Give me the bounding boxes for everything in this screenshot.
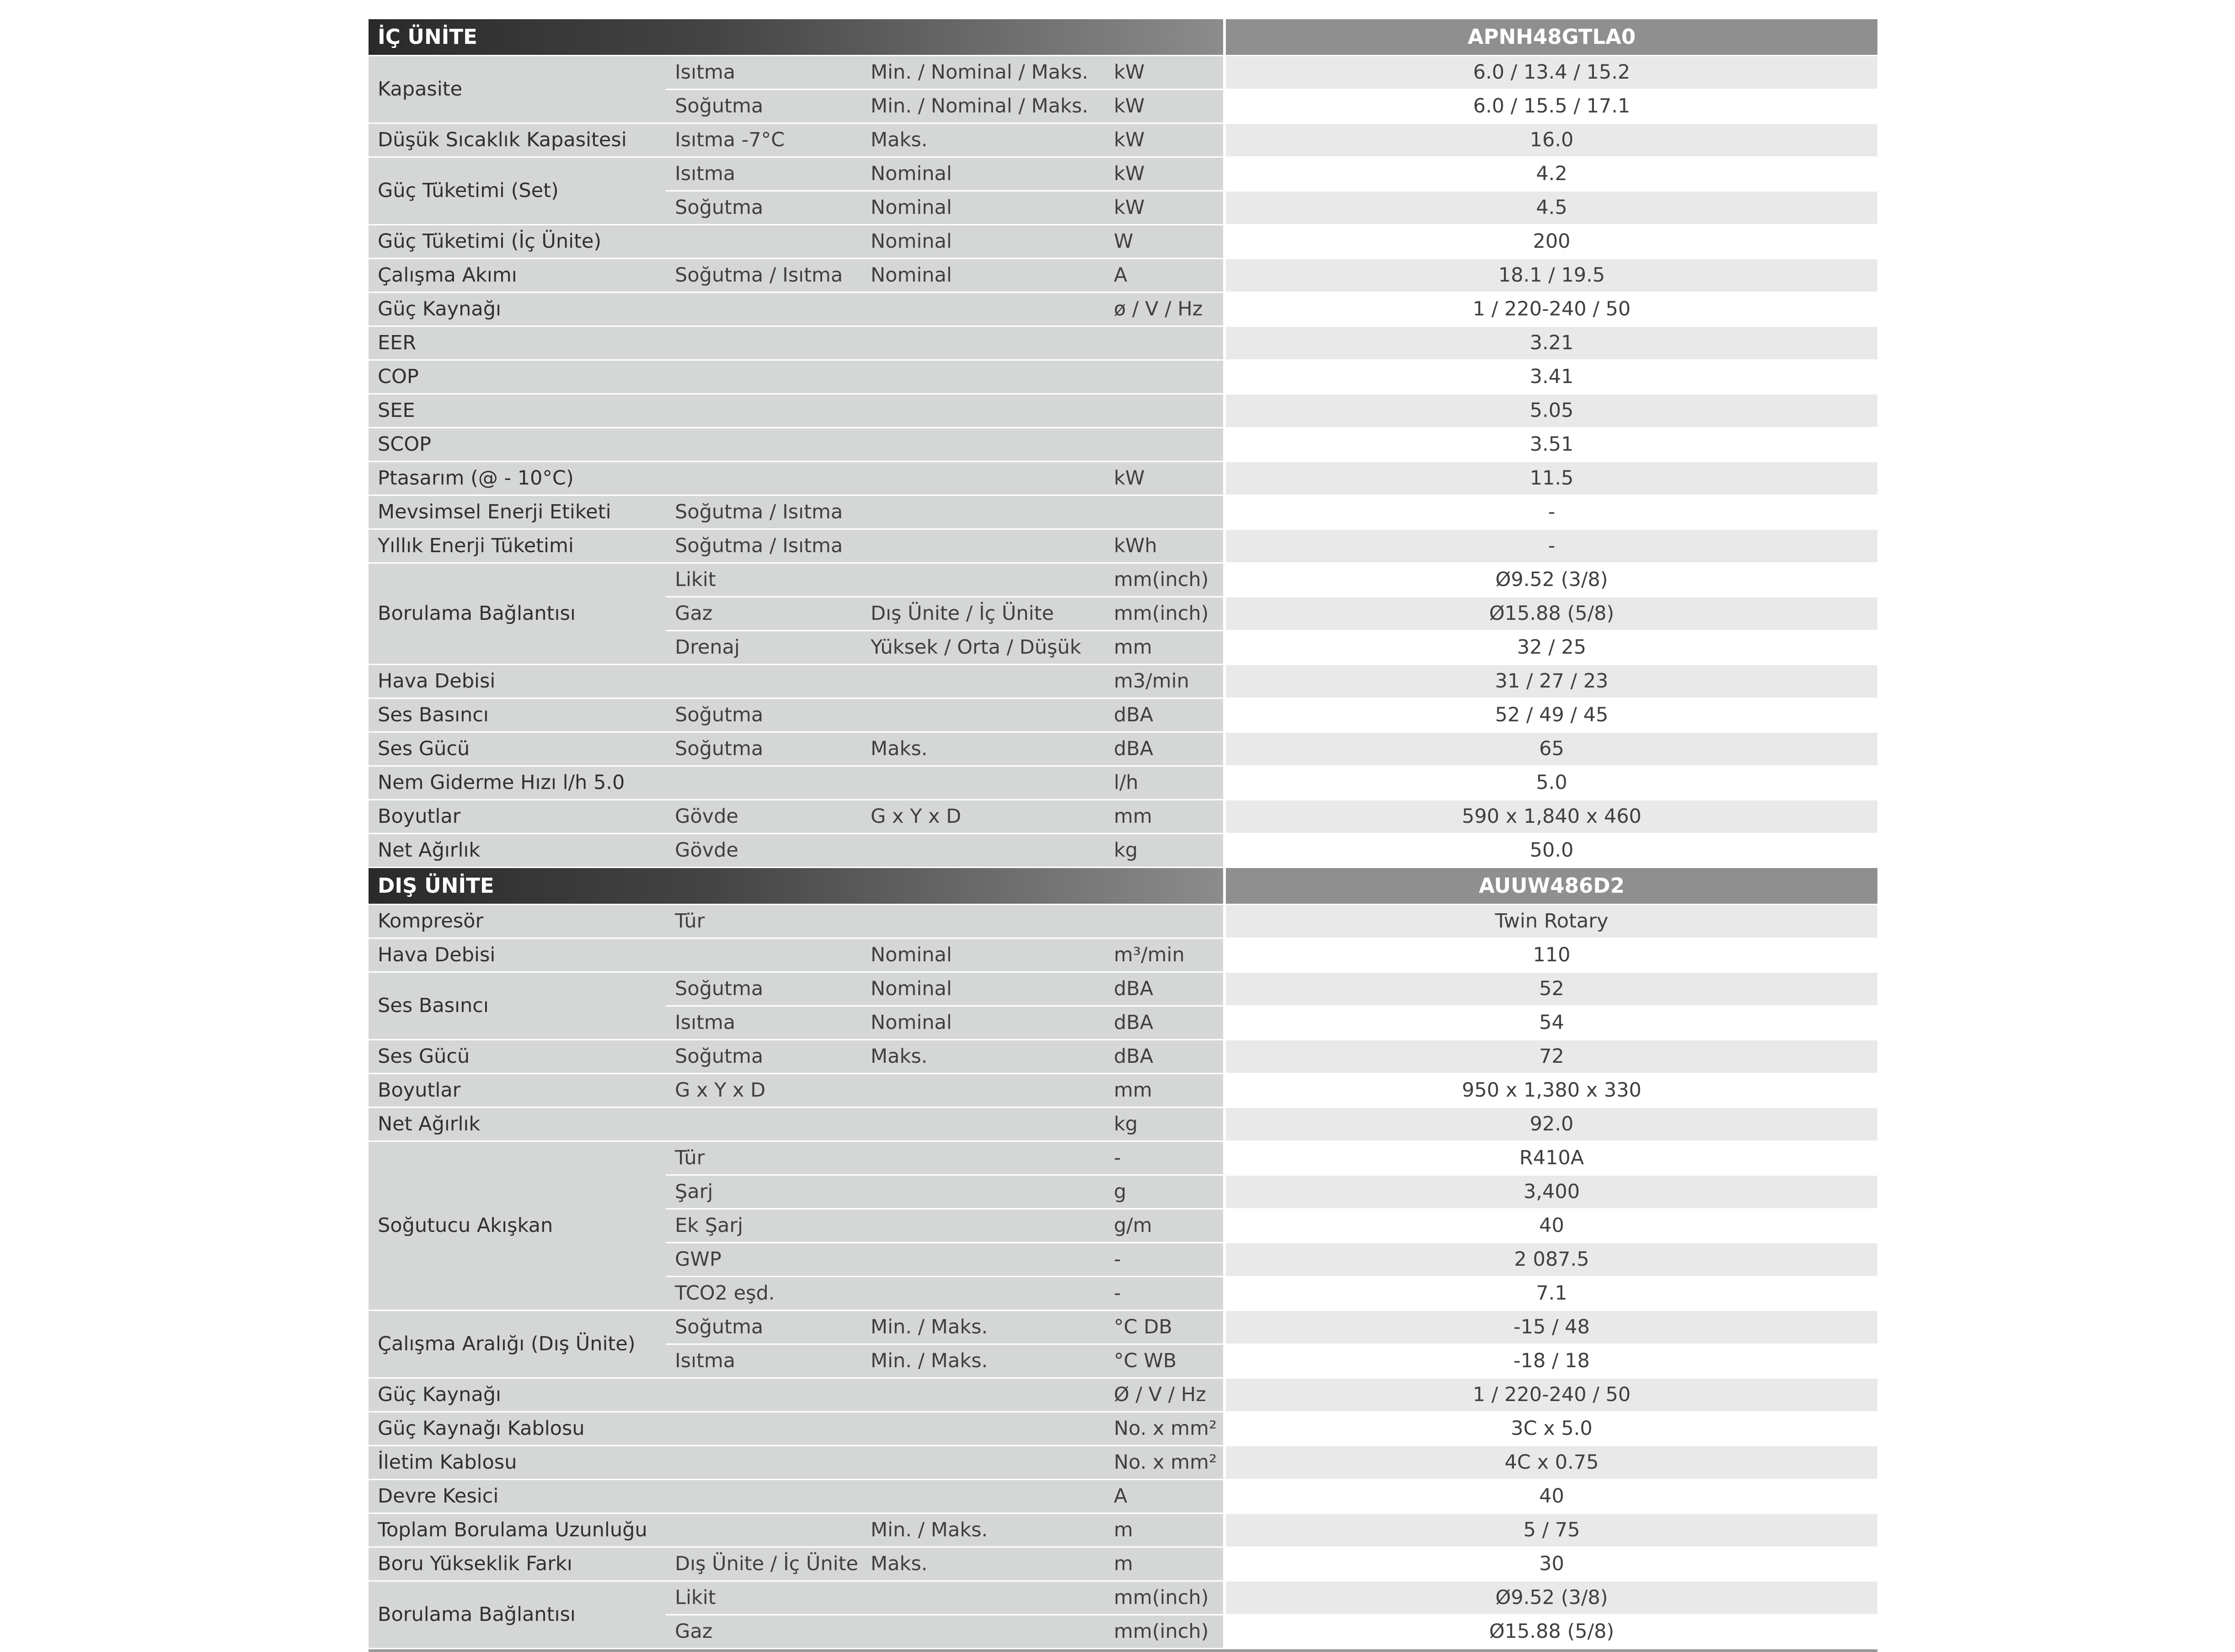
spec-unit: l/h (1105, 766, 1224, 800)
spec-row (369, 225, 1877, 259)
spec-unit: dBA (1105, 732, 1224, 766)
spec-condition: Nominal (861, 972, 1105, 1006)
spec-condition (861, 563, 1105, 597)
spec-unit: kW (1105, 191, 1224, 225)
spec-sub-label: Isıtma (666, 1006, 861, 1040)
spec-condition: Min. / Maks. (861, 1311, 1105, 1344)
spec-value: Ø15.88 (5/8) (1224, 597, 1877, 631)
spec-unit: mm (1105, 1074, 1224, 1108)
spec-value: -18 / 18 (1224, 1344, 1877, 1378)
spec-condition (861, 1074, 1105, 1108)
spec-row (369, 1311, 1877, 1344)
spec-sub-label: Soğutma / Isıtma (666, 496, 861, 529)
indoor-model-name: APNH48GTLA0 (1224, 19, 1877, 56)
spec-value: R410A (1224, 1141, 1877, 1175)
spec-sub-label (666, 665, 861, 698)
table-bottom-rule (369, 1649, 1877, 1652)
spec-unit: kW (1105, 90, 1224, 123)
spec-condition: Min. / Maks. (861, 1344, 1105, 1378)
indoor-section (369, 19, 1877, 868)
spec-label: EER (369, 326, 666, 360)
spec-row (369, 1378, 1877, 1412)
spec-row (369, 665, 1877, 698)
spec-row (369, 905, 1877, 938)
spec-unit: dBA (1105, 1040, 1224, 1074)
spec-value: 18.1 / 19.5 (1224, 259, 1877, 293)
spec-value: - (1224, 496, 1877, 529)
spec-sub-label: G x Y x D (666, 1074, 861, 1108)
spec-sub-label: Soğutma (666, 732, 861, 766)
spec-condition (861, 293, 1105, 326)
spec-value: 200 (1224, 225, 1877, 259)
spec-value: 950 x 1,380 x 330 (1224, 1074, 1877, 1108)
spec-value: 4.5 (1224, 191, 1877, 225)
spec-condition (861, 529, 1105, 563)
spec-row (369, 563, 1877, 597)
spec-sub-label (666, 938, 861, 972)
spec-sub-label: Ek Şarj (666, 1209, 861, 1243)
spec-label: Güç Kaynağı (369, 1378, 666, 1412)
spec-value: Ø9.52 (3/8) (1224, 1581, 1877, 1615)
spec-sub-label (666, 225, 861, 259)
spec-condition (861, 1277, 1105, 1311)
spec-label: Nem Giderme Hızı l/h 5.0 (369, 766, 666, 800)
spec-label: Net Ağırlık (369, 1108, 666, 1141)
spec-label: Boyutlar (369, 1074, 666, 1108)
spec-sub-label: Soğutma (666, 972, 861, 1006)
spec-unit: dBA (1105, 1006, 1224, 1040)
spec-unit: kW (1105, 123, 1224, 157)
spec-row (369, 428, 1877, 462)
spec-unit: m3/min (1105, 665, 1224, 698)
spec-label: Güç Tüketimi (İç Ünite) (369, 225, 666, 259)
spec-sub-label: Dış Ünite / İç Ünite (666, 1547, 861, 1581)
spec-condition: Maks. (861, 1040, 1105, 1074)
spec-condition (861, 496, 1105, 529)
spec-unit (1105, 360, 1224, 394)
spec-unit: Ø / V / Hz (1105, 1378, 1224, 1412)
spec-condition: Maks. (861, 123, 1105, 157)
spec-row (369, 1412, 1877, 1446)
spec-value: 92.0 (1224, 1108, 1877, 1141)
spec-table (369, 19, 1877, 1649)
spec-row (369, 732, 1877, 766)
spec-unit: A (1105, 1480, 1224, 1513)
spec-unit: kg (1105, 1108, 1224, 1141)
spec-row (369, 259, 1877, 293)
spec-unit: kW (1105, 157, 1224, 191)
spec-row (369, 766, 1877, 800)
spec-value: 5 / 75 (1224, 1513, 1877, 1547)
spec-row (369, 1108, 1877, 1141)
spec-label: Boru Yükseklik Farkı (369, 1547, 666, 1581)
spec-label: Güç Kaynağı (369, 293, 666, 326)
spec-label: Borulama Bağlantısı (369, 1581, 666, 1649)
spec-condition: Maks. (861, 1547, 1105, 1581)
spec-value: 5.05 (1224, 394, 1877, 428)
spec-label: Çalışma Akımı (369, 259, 666, 293)
spec-sub-label: Tür (666, 905, 861, 938)
spec-value: Ø15.88 (5/8) (1224, 1615, 1877, 1649)
spec-sub-label: Isıtma (666, 1344, 861, 1378)
spec-sub-label (666, 462, 861, 496)
spec-label: Kompresör (369, 905, 666, 938)
spec-label: Soğutucu Akışkan (369, 1141, 666, 1311)
spec-unit: mm(inch) (1105, 563, 1224, 597)
spec-value: 2 087.5 (1224, 1243, 1877, 1277)
spec-condition: Nominal (861, 938, 1105, 972)
spec-condition (861, 834, 1105, 868)
spec-value: 72 (1224, 1040, 1877, 1074)
spec-value: 1 / 220-240 / 50 (1224, 1378, 1877, 1412)
spec-unit (1105, 496, 1224, 529)
spec-value: 4.2 (1224, 157, 1877, 191)
spec-label: SEE (369, 394, 666, 428)
spec-unit: No. x mm² (1105, 1446, 1224, 1480)
spec-row (369, 326, 1877, 360)
spec-row (369, 1480, 1877, 1513)
spec-sub-label: GWP (666, 1243, 861, 1277)
spec-row (369, 1446, 1877, 1480)
spec-value: 3.41 (1224, 360, 1877, 394)
spec-condition: Nominal (861, 259, 1105, 293)
spec-value: -15 / 48 (1224, 1311, 1877, 1344)
spec-condition (861, 394, 1105, 428)
spec-sub-label: Gövde (666, 834, 861, 868)
spec-condition (861, 462, 1105, 496)
spec-label: Güç Tüketimi (Set) (369, 157, 666, 225)
outdoor-header-row (369, 868, 1877, 905)
spec-condition (861, 1581, 1105, 1615)
spec-sub-label: Likit (666, 563, 861, 597)
spec-label: Toplam Borulama Uzunluğu (369, 1513, 666, 1547)
spec-sub-label (666, 428, 861, 462)
spec-label: Güç Kaynağı Kablosu (369, 1412, 666, 1446)
spec-unit: kW (1105, 462, 1224, 496)
spec-condition (861, 1615, 1105, 1649)
spec-sub-label: Soğutma (666, 1311, 861, 1344)
spec-value: 31 / 27 / 23 (1224, 665, 1877, 698)
spec-label: Ses Basıncı (369, 972, 666, 1040)
spec-condition: G x Y x D (861, 800, 1105, 834)
spec-unit: A (1105, 259, 1224, 293)
spec-condition: Dış Ünite / İç Ünite (861, 597, 1105, 631)
spec-value: 52 / 49 / 45 (1224, 698, 1877, 732)
spec-unit: g/m (1105, 1209, 1224, 1243)
spec-sub-label: Soğutma / Isıtma (666, 259, 861, 293)
spec-sub-label (666, 293, 861, 326)
spec-value: 3,400 (1224, 1175, 1877, 1209)
spec-label: Hava Debisi (369, 665, 666, 698)
spec-row (369, 1074, 1877, 1108)
spec-condition (861, 1141, 1105, 1175)
spec-value: 40 (1224, 1480, 1877, 1513)
spec-label: Borulama Bağlantısı (369, 563, 666, 665)
spec-unit (1105, 326, 1224, 360)
outdoor-section-title: DIŞ ÜNİTE (369, 868, 1224, 905)
spec-row (369, 938, 1877, 972)
spec-unit: mm(inch) (1105, 597, 1224, 631)
spec-label: Hava Debisi (369, 938, 666, 972)
spec-unit: - (1105, 1141, 1224, 1175)
spec-sheet (369, 19, 1877, 1652)
spec-unit: g (1105, 1175, 1224, 1209)
spec-unit: dBA (1105, 972, 1224, 1006)
spec-condition (861, 1446, 1105, 1480)
spec-row (369, 1547, 1877, 1581)
spec-value: 4C x 0.75 (1224, 1446, 1877, 1480)
spec-unit: mm(inch) (1105, 1581, 1224, 1615)
spec-value: 32 / 25 (1224, 631, 1877, 665)
spec-value: 590 x 1,840 x 460 (1224, 800, 1877, 834)
spec-sub-label (666, 360, 861, 394)
spec-unit: mm (1105, 800, 1224, 834)
spec-condition: Min. / Nominal / Maks. (861, 90, 1105, 123)
spec-condition (861, 665, 1105, 698)
spec-label: Devre Kesici (369, 1480, 666, 1513)
spec-value: 1 / 220-240 / 50 (1224, 293, 1877, 326)
spec-row (369, 56, 1877, 90)
spec-row (369, 1513, 1877, 1547)
spec-unit: kW (1105, 56, 1224, 90)
spec-unit: - (1105, 1277, 1224, 1311)
spec-value: Ø9.52 (3/8) (1224, 563, 1877, 597)
spec-sub-label: Soğutma (666, 1040, 861, 1074)
spec-sub-label: Gaz (666, 1615, 861, 1649)
spec-condition (861, 1480, 1105, 1513)
spec-sub-label (666, 1480, 861, 1513)
spec-row (369, 462, 1877, 496)
spec-row (369, 293, 1877, 326)
spec-sub-label: Şarj (666, 1175, 861, 1209)
spec-label: Çalışma Aralığı (Dış Ünite) (369, 1311, 666, 1378)
spec-row (369, 360, 1877, 394)
spec-condition (861, 1412, 1105, 1446)
spec-row (369, 1040, 1877, 1074)
spec-unit: kWh (1105, 529, 1224, 563)
spec-row (369, 972, 1877, 1006)
spec-unit: - (1105, 1243, 1224, 1277)
spec-row (369, 394, 1877, 428)
outdoor-model-name: AUUW486D2 (1224, 868, 1877, 905)
spec-sub-label: Soğutma (666, 90, 861, 123)
spec-sub-label (666, 1108, 861, 1141)
spec-sub-label: Gövde (666, 800, 861, 834)
spec-label: Ptasarım (@ - 10°C) (369, 462, 666, 496)
spec-row (369, 834, 1877, 868)
spec-row (369, 496, 1877, 529)
spec-condition: Nominal (861, 225, 1105, 259)
spec-row (369, 123, 1877, 157)
spec-sub-label: Soğutma / Isıtma (666, 529, 861, 563)
spec-unit: mm (1105, 631, 1224, 665)
spec-label: Boyutlar (369, 800, 666, 834)
spec-sub-label (666, 1513, 861, 1547)
spec-value: 16.0 (1224, 123, 1877, 157)
spec-condition: Nominal (861, 157, 1105, 191)
spec-row (369, 1581, 1877, 1615)
spec-value: Twin Rotary (1224, 905, 1877, 938)
spec-value: 110 (1224, 938, 1877, 972)
spec-label: Yıllık Enerji Tüketimi (369, 529, 666, 563)
spec-sub-label: Gaz (666, 597, 861, 631)
spec-sub-label: Drenaj (666, 631, 861, 665)
spec-condition (861, 766, 1105, 800)
spec-value: 54 (1224, 1006, 1877, 1040)
indoor-header-row (369, 19, 1877, 56)
spec-unit: m³/min (1105, 938, 1224, 972)
spec-value: 5.0 (1224, 766, 1877, 800)
outdoor-section (369, 868, 1877, 1649)
spec-sub-label: Soğutma (666, 191, 861, 225)
indoor-section-title: İÇ ÜNİTE (369, 19, 1224, 56)
spec-unit: W (1105, 225, 1224, 259)
spec-condition: Nominal (861, 1006, 1105, 1040)
spec-condition: Yüksek / Orta / Düşük (861, 631, 1105, 665)
spec-sub-label: Tür (666, 1141, 861, 1175)
spec-sub-label (666, 1446, 861, 1480)
spec-unit: No. x mm² (1105, 1412, 1224, 1446)
spec-unit: m (1105, 1513, 1224, 1547)
spec-sub-label: Isıtma (666, 157, 861, 191)
spec-label: Ses Gücü (369, 1040, 666, 1074)
spec-row (369, 1141, 1877, 1175)
spec-condition: Min. / Maks. (861, 1513, 1105, 1547)
spec-value: 3.51 (1224, 428, 1877, 462)
spec-row (369, 157, 1877, 191)
spec-value: 6.0 / 15.5 / 17.1 (1224, 90, 1877, 123)
spec-condition (861, 1243, 1105, 1277)
spec-unit: °C DB (1105, 1311, 1224, 1344)
spec-value: 30 (1224, 1547, 1877, 1581)
spec-condition (861, 1108, 1105, 1141)
spec-unit (1105, 394, 1224, 428)
spec-sub-label: Isıtma (666, 56, 861, 90)
spec-row (369, 698, 1877, 732)
spec-row (369, 529, 1877, 563)
spec-label: Düşük Sıcaklık Kapasitesi (369, 123, 666, 157)
spec-label: Ses Basıncı (369, 698, 666, 732)
spec-sub-label (666, 766, 861, 800)
spec-condition (861, 698, 1105, 732)
spec-condition (861, 360, 1105, 394)
spec-sub-label: Likit (666, 1581, 861, 1615)
spec-label: Mevsimsel Enerji Etiketi (369, 496, 666, 529)
spec-unit: °C WB (1105, 1344, 1224, 1378)
spec-sub-label (666, 1412, 861, 1446)
spec-sub-label: Soğutma (666, 698, 861, 732)
spec-value: 3C x 5.0 (1224, 1412, 1877, 1446)
spec-value: 6.0 / 13.4 / 15.2 (1224, 56, 1877, 90)
spec-unit (1105, 905, 1224, 938)
spec-label: Net Ağırlık (369, 834, 666, 868)
spec-unit: mm(inch) (1105, 1615, 1224, 1649)
spec-sub-label (666, 1378, 861, 1412)
spec-value: 40 (1224, 1209, 1877, 1243)
spec-unit: kg (1105, 834, 1224, 868)
spec-value: 3.21 (1224, 326, 1877, 360)
spec-condition: Nominal (861, 191, 1105, 225)
spec-condition (861, 326, 1105, 360)
spec-unit: dBA (1105, 698, 1224, 732)
spec-condition (861, 1209, 1105, 1243)
spec-condition: Maks. (861, 732, 1105, 766)
spec-sub-label: TCO2 eşd. (666, 1277, 861, 1311)
spec-condition (861, 1378, 1105, 1412)
spec-value: 52 (1224, 972, 1877, 1006)
spec-unit: ø / V / Hz (1105, 293, 1224, 326)
spec-value: 65 (1224, 732, 1877, 766)
spec-condition (861, 1175, 1105, 1209)
spec-label: Kapasite (369, 56, 666, 123)
spec-value: 11.5 (1224, 462, 1877, 496)
spec-value: 7.1 (1224, 1277, 1877, 1311)
spec-condition: Min. / Nominal / Maks. (861, 56, 1105, 90)
spec-condition (861, 905, 1105, 938)
spec-condition (861, 428, 1105, 462)
spec-sub-label: Isıtma -7°C (666, 123, 861, 157)
spec-row (369, 800, 1877, 834)
spec-label: COP (369, 360, 666, 394)
spec-label: Ses Gücü (369, 732, 666, 766)
spec-label: SCOP (369, 428, 666, 462)
spec-value: 50.0 (1224, 834, 1877, 868)
spec-unit (1105, 428, 1224, 462)
spec-label: İletim Kablosu (369, 1446, 666, 1480)
spec-value: - (1224, 529, 1877, 563)
spec-sub-label (666, 394, 861, 428)
spec-sub-label (666, 326, 861, 360)
spec-unit: m (1105, 1547, 1224, 1581)
